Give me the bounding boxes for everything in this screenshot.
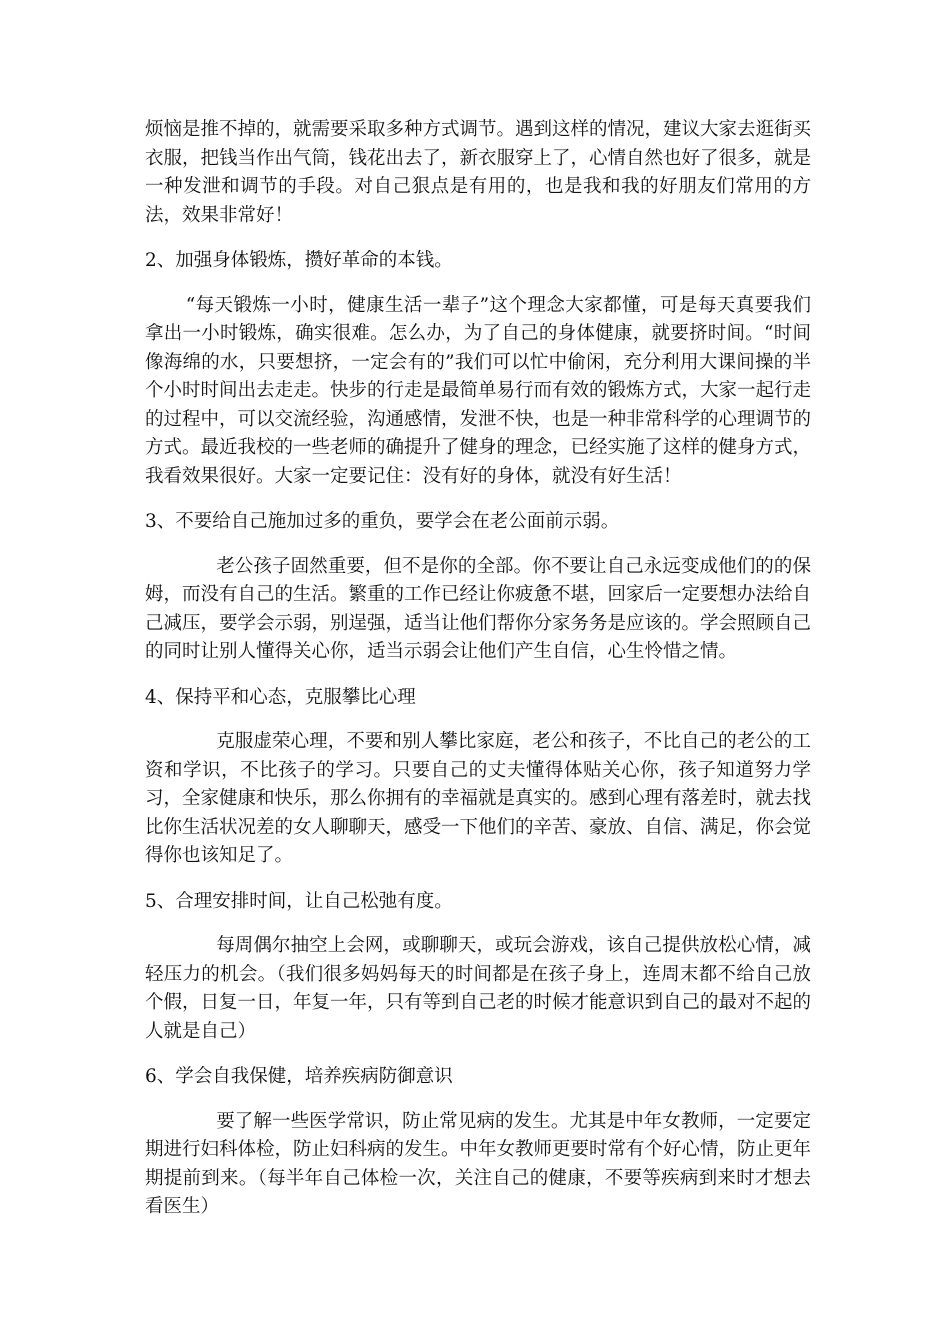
document-page <box>145 116 811 1239</box>
paragraph-health-care: 要了解一些医学常识，防止常见病的发生。尤其是中年女教师，一定要定期进行妇科体检，防止妇科病的发生。中年女教师更要时常有个好心情，防止更年期提前到来。（每半年自己体检一次，关注自己的健康，不要等疾病到来时才想去看医生） <box>145 1110 812 1217</box>
paragraph-exercise: “每天锻炼一小时，健康生活一辈子”这个理念大家都懂，可是每天真要我们拿出一小时锻炼，确实很难。怎么办，为了自己的身体健康，就要挤时间。“时间像海绵的水，只要想挤，一定会有的”我们可以忙中偷闲，充分利用大课间操的半个小时时间出去走走。快步的行走是最简单易行而有效的锻炼方式，大家一起行走的过程中，可以交流经验，沟通感情，发泄不快，也是一种非常科学的心理调节的方式。最近我校的一些老师的确提升了健身的理念，已经实施了这样的健身方式，我看效果很好。大家一定要记住：没有好的身体，就没有好生活！ <box>145 294 812 487</box>
section-heading-5: 5、合理安排时间，让自己松弛有度。 <box>145 890 453 912</box>
section-heading-4: 4、保持平和心态，克服攀比心理 <box>145 686 416 708</box>
section-heading-3: 3、不要给自己施加过多的重负，要学会在老公面前示弱。 <box>145 511 620 532</box>
paragraph-no-comparison: 克服虚荣心理，不要和别人攀比家庭，老公和孩子，不比自己的老公的工资和学识，不比孩子的学习。只要自己的丈夫懂得体贴关心你，孩子知道努力学习，全家健康和快乐，那么你拥有的幸福就是真实的。感到心理有落差时，就去找比你生活状况差的女人聊聊天，感受一下他们的辛苦、豪放、自信、满足，你会觉得你也该知足了。 <box>145 731 812 866</box>
section-heading-2: 2、加强身体锻炼，攒好革命的本钱。 <box>145 250 453 271</box>
paragraph-show-weakness: 老公孩子固然重要，但不是你的全部。你不要让自己永远变成他们的的保姆，而没有自己的生活。繁重的工作已经让你疲惫不堪，回家后一定要想办法给自己减压，要学会示弱，别逞强，适当让他们帮你分家务务是应该的。学会照顾自己的同时让别人懂得关心你，适当示弱会让他们产生自信，心生怜惜之情。 <box>145 555 812 662</box>
section-heading-6: 6、学会自我保健，培养疾病防御意识 <box>145 1066 453 1087</box>
paragraph-intro: 烦恼是推不掉的，就需要采取多种方式调节。遇到这样的情况，建议大家去逛街买衣服，把钱当作出气筒，钱花出去了，新衣服穿上了，心情自然也好了很多，就是一种发泄和调节的手段。对自己狠点是有用的，也是我和我的好朋友们常用的方法，效果非常好！ <box>145 119 812 226</box>
paragraph-time-management: 每周偶尔抽空上会网，或聊聊天，或玩会游戏，该自己提供放松心情，减轻压力的机会。（我们很多妈妈每天的时间都是在孩子身上，连周末都不给自己放个假，日复一日，年复一年，只有等到自己老的时候才能意识到自己的最对不起的人就是自己） <box>145 935 812 1042</box>
